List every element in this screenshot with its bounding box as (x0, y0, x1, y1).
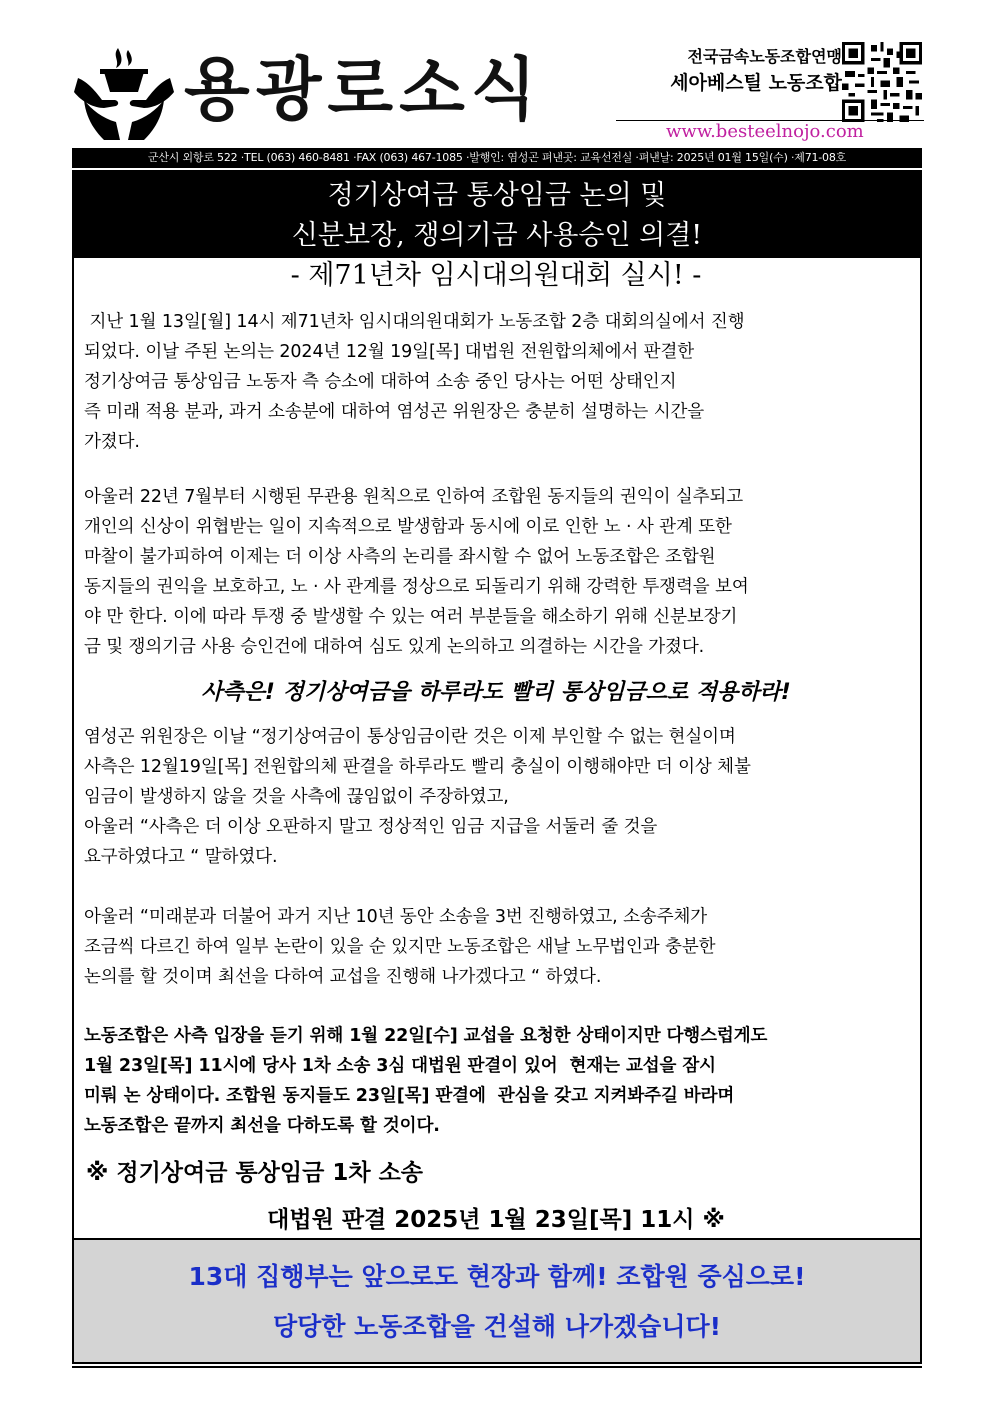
paragraph-line: 금 및 쟁의기금 사용 승인건에 대하여 심도 있게 논의하고 의결하는 시간을 가졌다. (84, 637, 705, 657)
notice-line-1: ※ 정기상여금 통상임금 1차 소송 (86, 1160, 424, 1186)
paragraph-line: 임금이 발생하지 않을 것을 사측에 끊임없이 주장하였고, (84, 787, 509, 807)
slogan-box (74, 1238, 920, 1362)
paragraph-line: 아울러 “미래분과 더불어 과거 지난 10년 동안 소송을 3번 진행하였고, 소송주체가 (84, 907, 708, 927)
publication-info-bar: 군산시 외항로 522 ·TEL (063) 460-8481 ·FAX (063) 467-1085 ·발행인: 염성곤 펴낸곳: 교육선전실 ·펴낸날: 2025년 01월 15일(수) ·제71-08호 (72, 148, 922, 168)
union-name: 세아베스틸 노동조합 (670, 72, 842, 94)
slogan-line-1: 13대 집행부는 앞으로도 현장과 함께! 조합원 중심으로! (188, 1262, 806, 1291)
section-heading: 사측은! 정기상여금을 하루라도 빨리 통상임금으로 적용하라! (201, 680, 791, 705)
headline-line-2: 신분보장, 쟁의기금 사용승인 의결! (291, 220, 703, 251)
notice-line-2: 대법원 판결 2025년 1월 23일[목] 11시 ※ (267, 1207, 725, 1233)
headline (72, 170, 922, 258)
subheadline: - 제71년차 임시대의원대회 실시! - (290, 260, 702, 291)
bottom-rule (72, 1366, 922, 1368)
paragraph-4 (84, 902, 916, 992)
paragraph-3 (84, 722, 916, 872)
qr-code-icon[interactable] (842, 42, 922, 122)
paragraph-line: 정기상여금 통상임금 노동자 측 승소에 대하여 소송 중인 당사는 어떤 상태인지 (84, 372, 677, 392)
masthead (72, 38, 924, 148)
paragraph-line: 노동조합은 사측 입장을 듣기 위해 1월 22일[수] 교섭을 요청한 상태이지만 다행스럽게도 (84, 1026, 768, 1046)
paragraph-line: 노동조합은 끝까지 최선을 다하도록 할 것이다. (84, 1116, 440, 1136)
paragraph-1 (84, 307, 916, 457)
paragraph-line: 즉 미래 적용 분과, 과거 소송분에 대하여 염성곤 위원장은 충분히 설명하는 시간을 (84, 402, 705, 422)
paragraph-line: 1월 23일[목] 11시에 당사 1차 소송 3심 대법원 판결이 있어 현재는 교섭을 잠시 (84, 1056, 716, 1076)
paragraph-2 (84, 482, 916, 662)
union-name-block (616, 46, 842, 98)
paragraph-line: 가졌다. (84, 432, 140, 452)
paragraph-line: 지난 1월 13일[월] 14시 제71년차 임시대의원대회가 노동조합 2층 대회의실에서 진행 (84, 312, 745, 332)
paragraph-line: 아울러 22년 7월부터 시행된 무관용 원칙으로 인하여 조합원 동지들의 권익이 실추되고 (84, 487, 744, 507)
paragraph-line: 되었다. 이날 주된 논의는 2024년 12월 19일[목] 대법원 전원합의체에서 판결한 (84, 342, 695, 362)
paragraph-line: 논의를 할 것이며 최선을 다하여 교섭을 진행해 나가겠다고 “ 하였다. (84, 967, 602, 987)
paragraph-line: 염성곤 위원장은 이날 “정기상여금이 통상임금이란 것은 이제 부인할 수 없는 현실이며 (84, 727, 736, 747)
federation-name: 전국금속노동조합연맹 (687, 47, 842, 66)
paragraph-line: 요구하였다고 “ 말하였다. (84, 847, 278, 867)
headline-line-1: 정기상여금 통상임금 논의 및 (327, 180, 667, 211)
hands-holding-cauldron-icon (74, 42, 174, 142)
paragraph-line: 개인의 신상이 위협받는 일이 지속적으로 발생함과 동시에 이로 인한 노 · 사 관계 또한 (84, 517, 732, 537)
website-link[interactable]: www.besteelnojo.com (666, 121, 864, 142)
paragraph-line: 야 만 한다. 이에 따라 투쟁 중 발생할 수 있는 여러 부분들을 해소하기 위해 신분보장기 (84, 607, 738, 627)
newsletter-title: 용광로소식 (184, 50, 543, 130)
slogan-line-2: 당당한 노동조합을 건설해 나가겠습니다! (272, 1312, 722, 1341)
paragraph-line: 아울러 “사측은 더 이상 오판하지 말고 정상적인 임금 지급을 서둘러 줄 것을 (84, 817, 658, 837)
paragraph-line: 조금씩 다르긴 하여 일부 논란이 있을 순 있지만 노동조합은 새날 노무법인과 충분한 (84, 937, 716, 957)
paragraph-line: 미뤄 논 상태이다. 조합원 동지들도 23일[목] 판결에 관심을 갖고 지켜봐주길 바라며 (84, 1086, 735, 1106)
paragraph-line: 동지들의 권익을 보호하고, 노 · 사 관계를 정상으로 되돌리기 위해 강력한 투쟁력을 보여 (84, 577, 749, 597)
paragraph-line: 사측은 12월19일[목] 전원합의체 판결을 하루라도 빨리 충실이 이행해야만 더 이상 체불 (84, 757, 751, 777)
paragraph-line: 마찰이 불가피하여 이제는 더 이상 사측의 논리를 좌시할 수 없어 노동조합은 조합원 (84, 547, 716, 567)
paragraph-5 (84, 1021, 916, 1141)
